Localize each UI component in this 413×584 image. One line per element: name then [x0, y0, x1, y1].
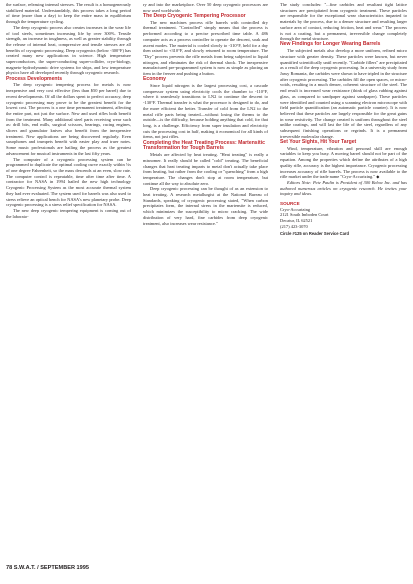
section-heading-tempering-processor: The Deep Cryogenic Tempering Processor: [143, 12, 246, 19]
editors-note: Editors Note: Pete Paulin is President of 300 Below Inc. and has authored numerous articles on cryogenic research. He invites your inquiry and ideas.: [280, 179, 407, 197]
column-1: [6, 2, 131, 219]
section-heading-economy: Economy: [143, 76, 166, 83]
source-heading: SOURCE: [280, 201, 300, 207]
paragraph: The computer of a cryogenic processing system can be programmed to duplicate the optimal cooling curve exactly within ⅓s of one degree Fahrenheit, so the mass descends at an even, slow rate. The computer control is repeatable, time after time after time. A contractor for NASA in 1994 hailed the new high technology Cryogenic Processing System as the most accurate thermal system they had ever evaluated. The system used for barrels was also used to stress relieve an optical bench for NASA's new planetary probe. Deep cryogenic processing is a stress relief specification for NASA.: [6, 156, 131, 208]
source-street: 2121 South Imboden Court: [280, 212, 329, 218]
paragraph: Since liquid nitrogen is the largest processing cost, a cascade compressor system using electricity cools the chamber to -110°F, where it seamlessly transitions to LN2 to continue the descent to -130°F. Thermal transfer is what the processor is designed to do, and the more efficient the better. Transfer of cold from the LN2 to the metal rifle parts being treated—without losing the therms to the outside—is the difficulty, because holding anything that cold, for that long, is a challenge. Efficiency from super insulation and electricity cuts the processing cost in half, making it economical for all kinds of items, not just rifles.: [143, 83, 268, 140]
source-city: Decatur, IL 62521: [280, 218, 313, 224]
section-heading-process-developments: Process Developments: [6, 75, 63, 82]
section-heading-set-your-sights: Set Your Sights, Hit Your Target: [280, 138, 357, 145]
paragraph: The study concludes: "...fine carbides and resultant tight lattice structures are precipitated from cryogenic treatment. These particles are responsible for the exceptional wear characteristics imparted to materials by the process, due to a denser structure and resulting larger surface area of contact, reducing friction, heat and wear." The process is not a coating, but a permanent, irreversible change completely through the metal structure.: [280, 2, 407, 42]
page-footer: 78 S.W.A.T. / SEPTEMBER 1995: [6, 565, 90, 571]
column-2: [143, 2, 268, 226]
paragraph: The deep cryogenic tempering process for metals is now inexpensive and very cost effective (less than $50 per barrel) due to recent developments. Of all the dollars spent to perfect accuracy, deep cryogenic processing may prove to be the greatest benefit for the lowest cost. The process is a one time permanent treatment, affecting the entire part, not just the surface. New and used rifles both benefit from the treatment. Many additional steel parts receiving wear such as: drill bits, end mills, surgical scissors, bearings, racing engines, slicers and granulator knives also benefit from the inexpensive treatment. New applications are being discovered regularly. Even saxophones and trumpets benefit with easier play and truer notes. Some music professionals are hailing the process as the greatest advancement for musical instruments in the last fifty years.: [6, 82, 131, 156]
paragraph: The new deep cryogenic tempering equipment is coming out of the laborato-: [6, 207, 131, 219]
source-phone: (217) 423-3070: [280, 223, 308, 229]
source-company: Cryo-Accurizing: [280, 206, 311, 212]
magazine-page: [6, 0, 407, 584]
paragraph: the surface, releasing internal stresses. The result is a homogeneously stabilized material. Understandably, this process takes a long period of time (more than a day) to keep the entire mass in equilibrium through the temperature cycling.: [6, 2, 131, 25]
end-mark-icon: ◆: [376, 174, 380, 180]
paragraph: The subjected metals also develop a more uniform, refined micro structure with greater density. These particles were known, but never quantified scientifically until recently. "Carbide fillers" are precipitated as a result of the deep cryogenic processing. In a university study from Jassy Romania, the carbides were shown to have tripled in the structure after cryogenic processing. The carbides fill the open spaces, or micro-voids, resulting in a much denser, coherent structure of the steel. The end result is increased wear resistance (think of glass rubbing against glass, as compared to sandpaper against sandpaper). These particles were identified and counted using a scanning electron microscope with field particle quantification (an automatic particle counter). It is now believed that these particles are largely responsible for the great gains in wear resistivity. The change created is uniform throughout the steel unlike coatings, and will last the life of the steel, regardless of any subsequent finishing operations or regrinds. It is a permanent irreversible molecular change.: [280, 48, 407, 139]
paragraph: The new machines process rifle barrels with controlled dry thermal treatment. "Controlled" simply means that the process is performed according to a precise prescribed time table. A 486 computer acts as a process controller to operate the descent, soak and ascent modes. The material is cooled slowly to -310°F, held for a day then raised to +310°F, and slowly returned to room temperature. The "Dry" process prevents the rifle metals from being subjected to liquid nitrogen, and eliminates the risk of thermal shock. The inexpensive manufactured pre-programmed system is now as simple as placing an item in the freezer and pushing a button.: [143, 19, 268, 77]
reader-service-note: Circle #125 on Reader Service Card: [280, 230, 349, 236]
paragraph-text: Wind, temperature, vibration and personal skill are enough variables to keep you busy. A moving barrel should not be part of the equation. Among the properties which define the attributes of a high quality rifle, accuracy is the highest importance. Cryogenic processing increases accuracy of rifle barrels. The process is now available to the rifle market under the trade name "Cryo-Accurizing.": [280, 145, 407, 180]
paragraph: Metals are affected by heat treating. "Heat treating" is really a misnomer. It really should be called "cold" treating. The beneficial changes that heat treating imparts to metal don't actually take place from heating, but rather from the cooling or "quenching" from a high temperature. The changes don't stop at room temperature, but continue all the way to absolute zero.: [143, 152, 268, 186]
paragraph: Deep cryogenic processing can be thought of as an extension to heat treating. A research metallurgist at the National Bureau of Standards, speaking of cryogenic processing stated, "When carbon precipitates form, the internal stress in the martensite is reduced, which minimizes the susceptibility to micro cracking. The wide distribution of very hard, fine carbides from deep cryogenic treatment, also increases wear resistance.": [143, 186, 268, 226]
section-heading-heat-treating: Completing the Heat Treating Process: Martensitic Transformation for Tough Barrels: [143, 139, 265, 152]
paragraph: ry and into the marketplace. Over 50 deep cryogenic processors are now used worldwide.: [143, 2, 268, 13]
column-3: [280, 2, 407, 236]
paragraph: The deep cryogenic process also creates increases in the wear life of tool steels, sometimes increasing life by over 300%. Tensile strength, an increase in toughness, as well as greater stability through the release of internal heat, compressive and tensile stresses are all benefits of cryogenic processing. Deep cryogenics (below -300°F) has created many new applications in science. High temperature superconductors, the super-conducting super-collider, cryo-biology, magneto-hydrodynamic drive systems for ships, and low temperature physics have all developed recently through cryogenic research.: [6, 24, 131, 76]
section-heading-new-findings: New Findings for Longer Wearing Barrels: [280, 41, 381, 48]
paragraph: [280, 146, 407, 180]
